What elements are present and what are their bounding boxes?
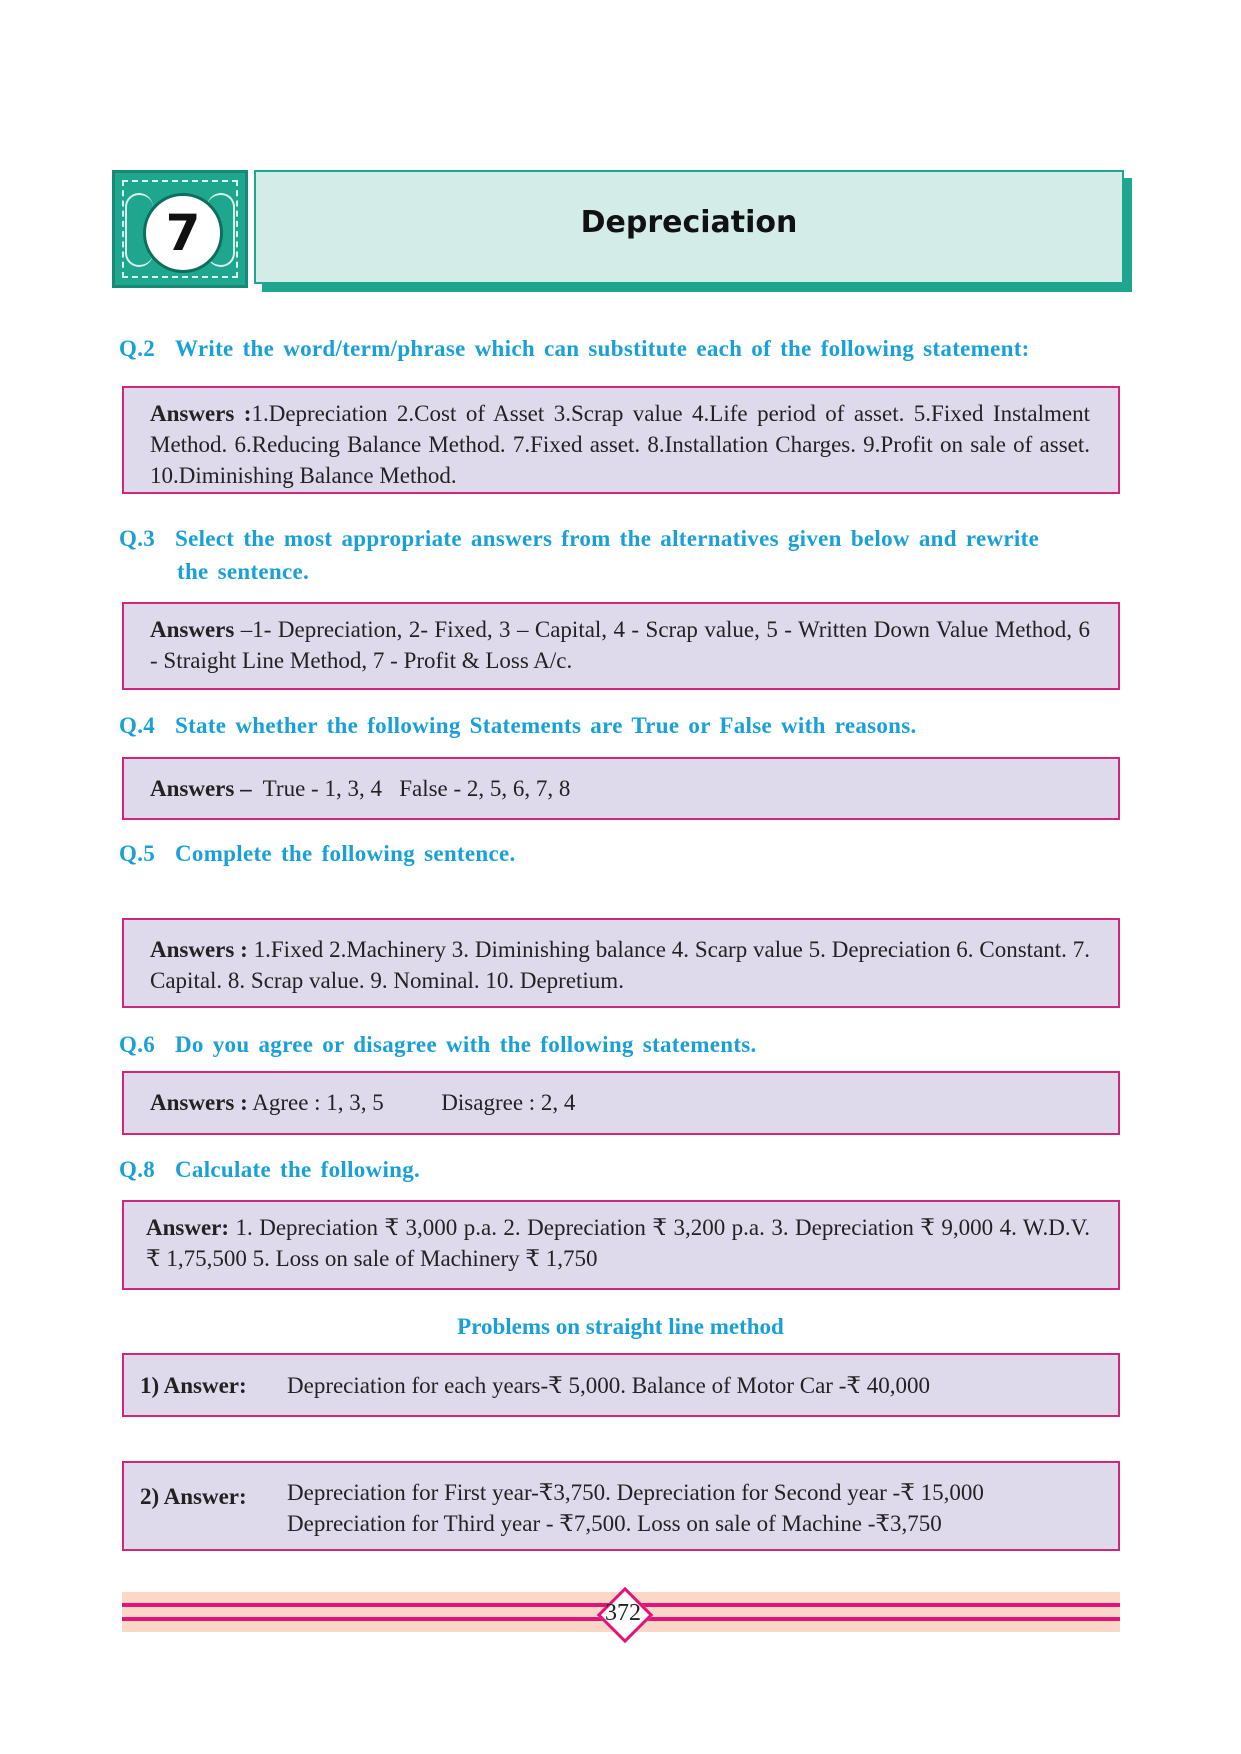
question-text: Calculate the following. bbox=[175, 1157, 421, 1182]
question-number: Q.6 bbox=[119, 1032, 156, 1057]
answer-box-q6 bbox=[122, 1071, 1120, 1135]
problem-answer-box-1 bbox=[122, 1353, 1120, 1417]
question-number: Q.5 bbox=[119, 841, 156, 866]
problem-answer-box-2 bbox=[122, 1461, 1120, 1551]
chapter-title-box bbox=[254, 170, 1124, 284]
question-q8 bbox=[119, 1153, 1099, 1186]
question-q2 bbox=[119, 332, 1099, 365]
question-number: Q.4 bbox=[119, 713, 156, 738]
question-text: Write the word/term/phrase which can substitute each of the following statement: bbox=[175, 336, 1030, 361]
question-text-continued: the sentence. bbox=[177, 559, 310, 584]
answer-box-q5 bbox=[122, 918, 1120, 1008]
answer-box-q3 bbox=[122, 602, 1120, 690]
question-number: Q.3 bbox=[119, 526, 156, 551]
question-q4 bbox=[119, 709, 1099, 742]
question-text: Select the most appropriate answers from the alternatives given below and rewrite bbox=[175, 526, 1040, 551]
question-text: Do you agree or disagree with the following statements. bbox=[175, 1032, 757, 1057]
answer-label: Answer: bbox=[146, 1215, 230, 1240]
answer-label: Answers : bbox=[150, 1090, 248, 1115]
chapter-title: Depreciation bbox=[580, 204, 798, 240]
question-q3 bbox=[119, 522, 1099, 588]
chapter-number-badge bbox=[112, 170, 248, 288]
chapter-number: 7 bbox=[143, 193, 223, 273]
problem-label: 2) Answer: bbox=[140, 1484, 247, 1509]
answer-box-q2 bbox=[122, 386, 1120, 494]
answer-text: 1.Fixed 2.Machinery 3. Diminishing balance 4. Scarp value 5. Depreciation 6. Constant. 7. Capital. 8. Scrap value. 9. Nominal. 10. Depretium. bbox=[150, 937, 1090, 993]
answer-box-q8 bbox=[122, 1200, 1120, 1290]
answer-text: 1.Depreciation 2.Cost of Asset 3.Scrap value 4.Life period of asset. 5.Fixed Instalment Method. 6.Reducing Balance Method. 7.Fixed asset. 8.Installation Charges. 9.Profit on sale of asset. 10.Diminishing Balance Method. bbox=[150, 401, 1090, 488]
problem-line: Depreciation for each years-₹ 5,000. Balance of Motor Car -₹ 40,000 bbox=[287, 1373, 931, 1398]
answer-label: Answers – bbox=[150, 776, 252, 801]
answer-label: Answers bbox=[150, 617, 235, 642]
answer-label: Answers : bbox=[150, 401, 252, 426]
page-number: 372 bbox=[605, 1600, 641, 1626]
section-heading: Problems on straight line method bbox=[457, 1314, 784, 1339]
problem-line: Depreciation for Third year - ₹7,500. Loss on sale of Machine -₹3,750 bbox=[287, 1511, 942, 1536]
answer-text: True - 1, 3, 4 False - 2, 5, 6, 7, 8 bbox=[251, 776, 571, 801]
answer-text: –1- Depreciation, 2- Fixed, 3 – Capital, 4 - Scrap value, 5 - Written Down Value Method, 6 - Straight Line Method, 7 - Profit & Loss A/c. bbox=[150, 617, 1090, 673]
question-number: Q.2 bbox=[119, 336, 156, 361]
problem-line: Depreciation for First year-₹3,750. Depreciation for Second year -₹ 15,000 bbox=[287, 1480, 984, 1505]
answer-text: Agree : 1, 3, 5 Disagree : 2, 4 bbox=[247, 1090, 576, 1115]
question-q6 bbox=[119, 1028, 1099, 1061]
answer-label: Answers : bbox=[150, 937, 248, 962]
problem-label: 1) Answer: bbox=[140, 1373, 247, 1398]
question-text: State whether the following Statements are True or False with reasons. bbox=[175, 713, 917, 738]
question-q5 bbox=[119, 837, 1099, 870]
answer-box-q4 bbox=[122, 757, 1120, 820]
answer-text: 1. Depreciation ₹ 3,000 p.a. 2. Depreciation ₹ 3,200 p.a. 3. Depreciation ₹ 9,000 4. W.D.V. ₹ 1,75,500 5. Loss on sale of Machinery ₹ 1,750 bbox=[146, 1215, 1090, 1271]
question-text: Complete the following sentence. bbox=[175, 841, 516, 866]
question-number: Q.8 bbox=[119, 1157, 156, 1182]
